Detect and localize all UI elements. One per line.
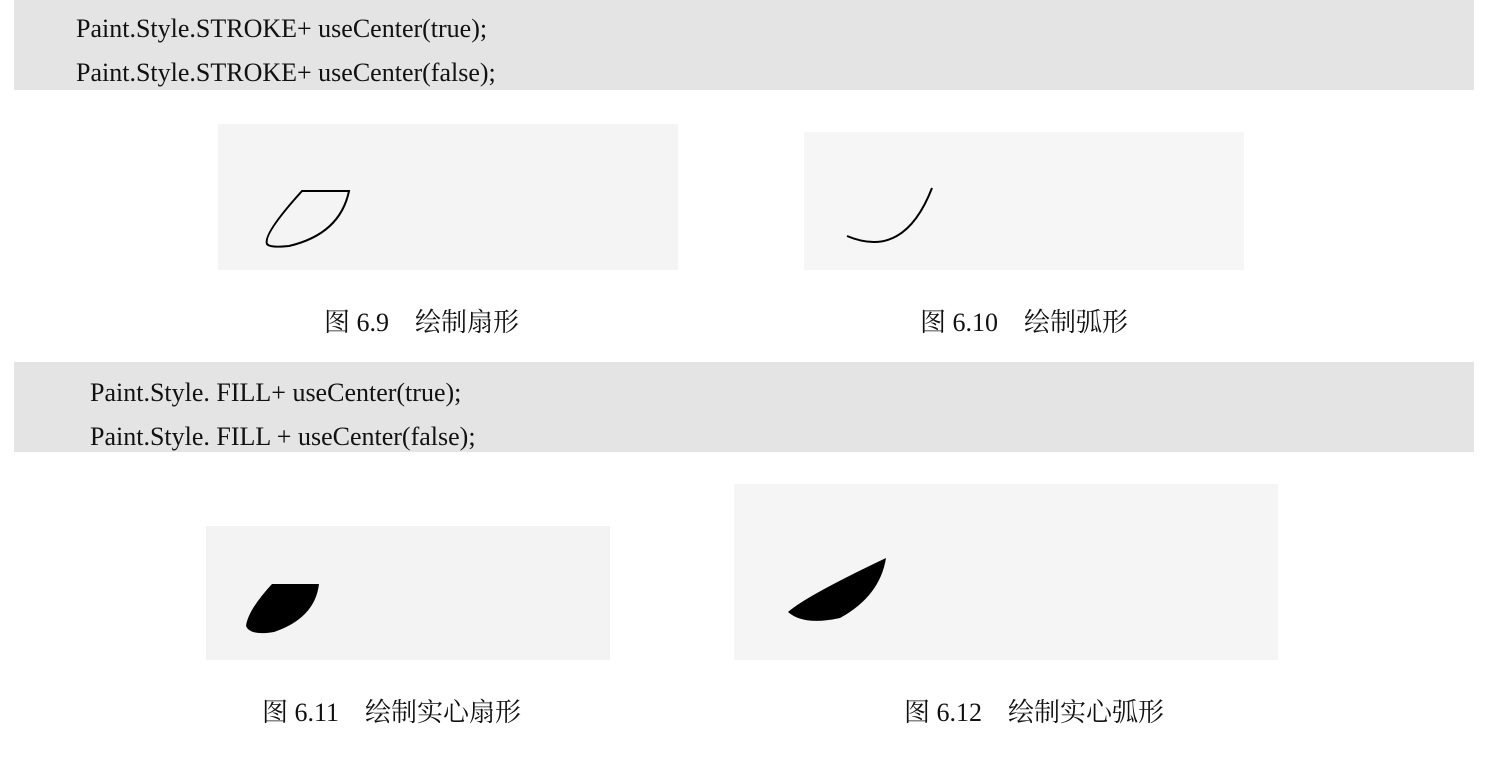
code-line: Paint.Style. FILL + useCenter(false); <box>90 422 476 451</box>
figure-6-11-canvas <box>206 526 610 660</box>
figure-6-12-canvas <box>734 484 1278 660</box>
figure-title: 绘制实心弧形 <box>1008 698 1165 727</box>
canvas-background <box>218 124 678 270</box>
figure-number: 图 6.9 <box>324 308 390 337</box>
code-line: Paint.Style. FILL+ useCenter(true); <box>90 378 462 407</box>
figure-6-9-canvas <box>218 124 678 270</box>
figure-6-9-svg <box>218 124 678 270</box>
code-line: Paint.Style.STROKE+ useCenter(false); <box>76 58 496 87</box>
canvas-background <box>804 132 1244 270</box>
figure-title: 绘制扇形 <box>415 308 520 337</box>
figure-6-12-svg <box>734 484 1278 660</box>
figure-number: 图 6.12 <box>904 698 983 727</box>
figure-6-10-svg <box>804 132 1244 270</box>
figure-number: 图 6.11 <box>262 698 340 727</box>
code-line: Paint.Style.STROKE+ useCenter(true); <box>76 14 488 43</box>
figure-number: 图 6.10 <box>920 308 999 337</box>
figure-6-12-caption <box>904 698 1164 728</box>
figure-title: 绘制弧形 <box>1024 308 1129 337</box>
canvas-background <box>734 484 1278 660</box>
figure-6-11-svg <box>206 526 610 660</box>
figure-6-10-canvas <box>804 132 1244 270</box>
figure-6-9-caption <box>324 308 519 338</box>
figure-6-11-caption <box>262 698 521 728</box>
figure-6-10-caption <box>920 308 1128 338</box>
figure-title: 绘制实心扇形 <box>365 698 522 727</box>
